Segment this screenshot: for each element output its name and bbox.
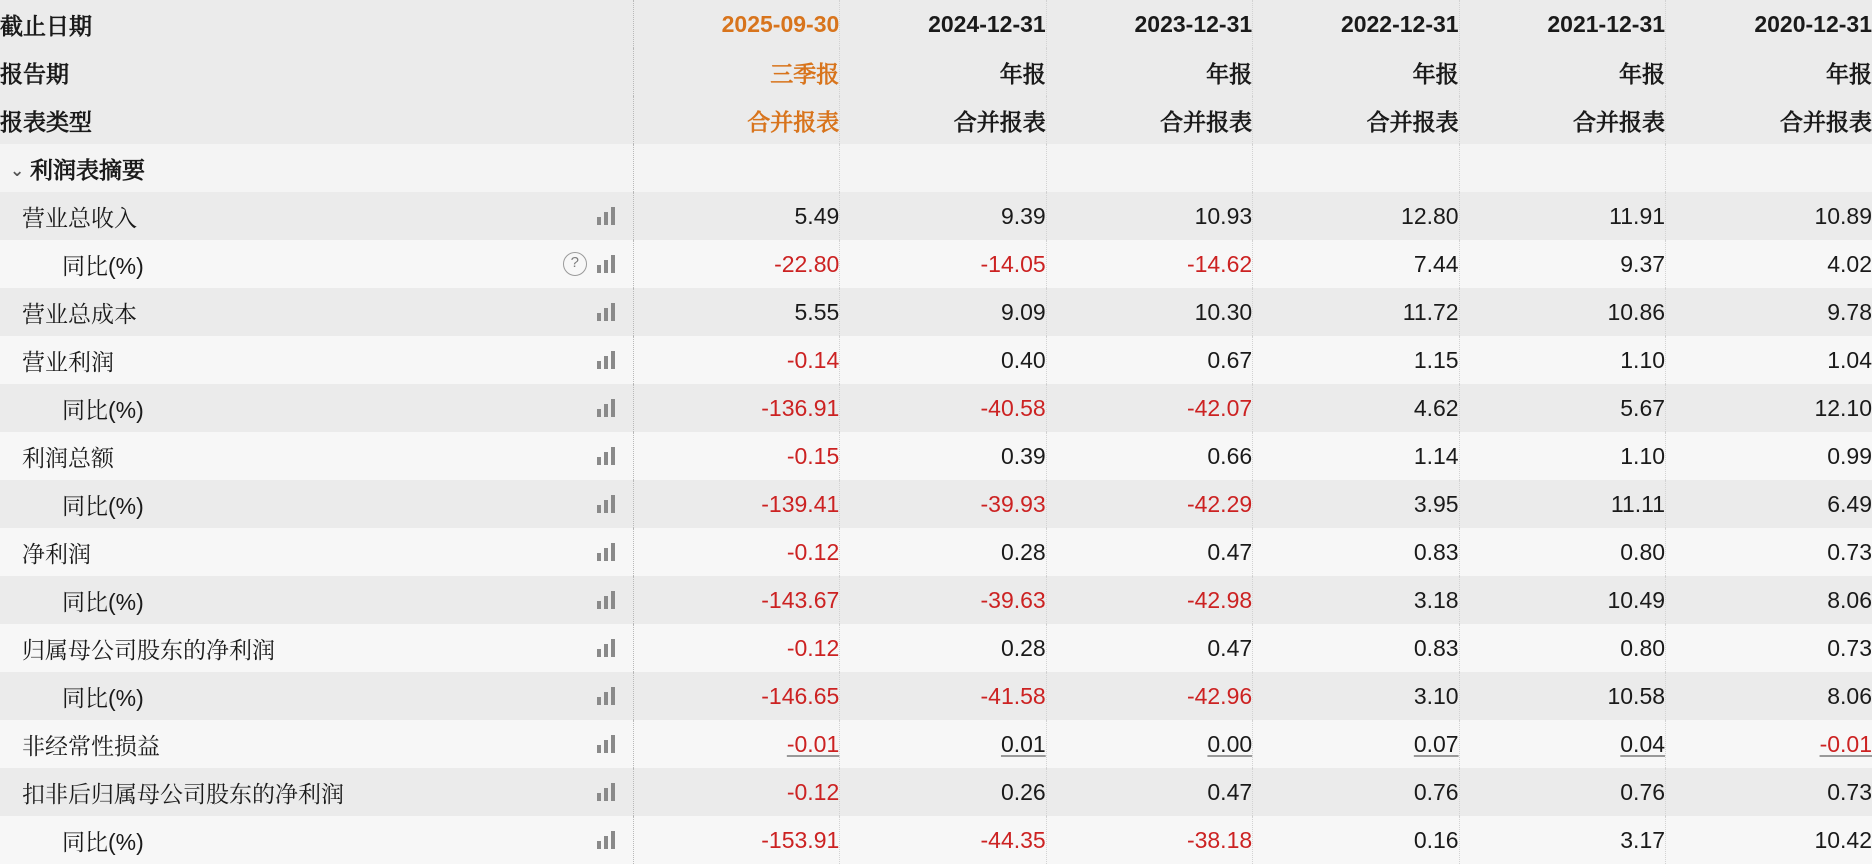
section-title: 利润表摘要 — [30, 156, 145, 183]
bar-chart-icon[interactable] — [597, 591, 617, 609]
data-cell — [1253, 336, 1459, 384]
header-label: 报表类型 — [0, 96, 633, 144]
data-cell — [840, 240, 1046, 288]
data-value: 6.49 — [1827, 490, 1872, 517]
table-row — [0, 480, 1872, 528]
data-value: 5.49 — [794, 202, 840, 229]
section-empty-cell — [1459, 144, 1665, 192]
data-cell — [840, 192, 1046, 240]
data-cell — [840, 336, 1046, 384]
data-value: 10.30 — [1194, 298, 1253, 325]
data-cell — [1666, 336, 1872, 384]
data-cell — [1046, 576, 1252, 624]
data-cell — [1459, 672, 1665, 720]
data-value: 12.10 — [1814, 394, 1872, 421]
bar-chart-icon[interactable] — [597, 543, 617, 561]
data-cell — [633, 432, 839, 480]
data-cell — [1459, 336, 1665, 384]
data-value: 0.40 — [1000, 346, 1046, 373]
row-label: 营业总收入 — [22, 204, 137, 231]
row-label: 同比(%) — [62, 828, 144, 855]
data-cell — [1459, 768, 1665, 816]
header-cell[interactable]: 2024-12-31 — [840, 0, 1046, 48]
bar-chart-icon[interactable] — [597, 255, 617, 273]
row-label-cell[interactable] — [0, 240, 633, 288]
row-icons — [597, 831, 633, 849]
data-value: 0.39 — [1000, 442, 1046, 469]
data-value: 0.73 — [1827, 634, 1872, 661]
data-value: -0.14 — [786, 346, 840, 373]
row-label: 同比(%) — [62, 396, 144, 423]
header-cell[interactable]: 年报 — [1046, 48, 1252, 96]
data-cell — [1666, 576, 1872, 624]
row-label: 营业利润 — [22, 348, 114, 375]
table-row — [0, 384, 1872, 432]
data-value: -39.93 — [980, 490, 1046, 517]
data-value: 0.16 — [1413, 826, 1459, 853]
data-cell — [1666, 288, 1872, 336]
data-cell — [633, 288, 839, 336]
section-row[interactable] — [0, 144, 1872, 192]
section-empty-cell — [1666, 144, 1872, 192]
data-value: -0.12 — [786, 778, 840, 805]
row-label-cell[interactable] — [0, 576, 633, 624]
data-cell — [1666, 480, 1872, 528]
data-value: -0.12 — [786, 634, 840, 661]
row-label-cell[interactable] — [0, 528, 633, 576]
table-row — [0, 192, 1872, 240]
data-cell — [1046, 336, 1252, 384]
row-label: 同比(%) — [62, 588, 144, 615]
data-cell — [1253, 576, 1459, 624]
row-label-cell[interactable] — [0, 288, 633, 336]
table-row — [0, 720, 1872, 768]
header-cell[interactable]: 2022-12-31 — [1253, 0, 1459, 48]
row-label-cell[interactable] — [0, 432, 633, 480]
data-cell — [840, 720, 1046, 768]
data-value: 0.04 — [1620, 730, 1666, 757]
header-cell[interactable]: 合并报表 — [1459, 96, 1665, 144]
data-value: 0.26 — [1000, 778, 1046, 805]
data-value: -44.35 — [980, 826, 1046, 853]
section-empty-cell — [1253, 144, 1459, 192]
data-cell — [633, 624, 839, 672]
table-row — [0, 816, 1872, 864]
row-label-cell[interactable] — [0, 816, 633, 864]
data-cell — [1459, 624, 1665, 672]
data-value: 10.58 — [1607, 682, 1666, 709]
data-cell — [633, 816, 839, 864]
data-value: -143.67 — [761, 586, 840, 613]
data-cell — [840, 384, 1046, 432]
data-value: 0.47 — [1207, 538, 1253, 565]
row-icons — [563, 252, 633, 276]
data-value: -41.58 — [980, 682, 1046, 709]
data-value: -42.29 — [1186, 490, 1253, 517]
data-cell — [1459, 384, 1665, 432]
data-value: 5.67 — [1620, 394, 1666, 421]
header-cell[interactable]: 合并报表 — [1046, 96, 1252, 144]
data-value: 0.28 — [1000, 538, 1046, 565]
data-value: 4.62 — [1413, 394, 1459, 421]
data-value: -14.05 — [980, 250, 1046, 277]
bar-chart-icon[interactable] — [597, 639, 617, 657]
data-value: 0.99 — [1827, 442, 1872, 469]
row-label: 同比(%) — [62, 684, 144, 711]
header-cell[interactable]: 合并报表 — [633, 96, 839, 144]
header-cell[interactable]: 年报 — [840, 48, 1046, 96]
data-value: 1.10 — [1620, 442, 1666, 469]
data-cell — [1459, 192, 1665, 240]
bar-chart-icon[interactable] — [597, 735, 617, 753]
data-value: -22.80 — [774, 250, 840, 277]
row-label: 非经常性损益 — [22, 732, 160, 759]
row-label-cell[interactable] — [0, 720, 633, 768]
data-cell — [1253, 432, 1459, 480]
data-value: 11.11 — [1610, 490, 1666, 517]
data-value: 1.15 — [1413, 346, 1459, 373]
data-cell — [1253, 192, 1459, 240]
bar-chart-icon[interactable] — [597, 351, 617, 369]
data-value: 0.73 — [1827, 538, 1872, 565]
data-value: -0.15 — [786, 442, 840, 469]
data-cell — [633, 720, 839, 768]
row-icons — [597, 591, 633, 609]
data-cell — [1459, 432, 1665, 480]
section-empty-cell — [840, 144, 1046, 192]
row-icons — [597, 495, 633, 513]
data-value: 0.28 — [1000, 634, 1046, 661]
data-cell — [1666, 432, 1872, 480]
data-value: 0.76 — [1620, 778, 1666, 805]
data-cell — [1046, 480, 1252, 528]
table-row — [0, 432, 1872, 480]
data-value: 3.17 — [1620, 826, 1666, 853]
data-cell — [1046, 816, 1252, 864]
row-icons — [597, 447, 633, 465]
data-cell — [1459, 480, 1665, 528]
row-label-cell[interactable] — [0, 672, 633, 720]
table-row — [0, 336, 1872, 384]
data-cell — [1046, 192, 1252, 240]
data-cell — [840, 288, 1046, 336]
section-empty-cell — [633, 144, 839, 192]
data-value: 4.02 — [1827, 250, 1872, 277]
row-label: 净利润 — [22, 540, 91, 567]
data-cell — [840, 768, 1046, 816]
data-value: 0.67 — [1207, 346, 1253, 373]
data-value: -0.01 — [786, 730, 840, 757]
data-value: 5.55 — [794, 298, 840, 325]
data-cell — [1666, 528, 1872, 576]
data-value: -153.91 — [761, 826, 840, 853]
data-cell — [840, 672, 1046, 720]
data-cell — [840, 816, 1046, 864]
row-icons — [597, 543, 633, 561]
header-cell[interactable]: 2023-12-31 — [1046, 0, 1252, 48]
data-value: 1.10 — [1620, 346, 1666, 373]
data-cell — [1046, 672, 1252, 720]
data-value: 11.72 — [1402, 298, 1459, 325]
data-cell — [1253, 720, 1459, 768]
row-label: 同比(%) — [62, 492, 144, 519]
data-cell — [1046, 288, 1252, 336]
table-row — [0, 624, 1872, 672]
data-cell — [1459, 576, 1665, 624]
data-value: 0.00 — [1207, 730, 1253, 757]
row-icons — [597, 303, 633, 321]
data-cell — [633, 192, 839, 240]
data-value: 12.80 — [1401, 202, 1459, 229]
data-cell — [1253, 528, 1459, 576]
data-value: 0.47 — [1207, 634, 1253, 661]
bar-chart-icon[interactable] — [597, 303, 617, 321]
header-cell[interactable]: 2021-12-31 — [1459, 0, 1665, 48]
data-cell — [1666, 672, 1872, 720]
data-cell — [1459, 816, 1665, 864]
data-cell — [840, 624, 1046, 672]
row-icons — [597, 735, 633, 753]
data-cell — [1253, 288, 1459, 336]
data-value: 10.89 — [1814, 202, 1872, 229]
row-label: 同比(%) — [62, 252, 144, 279]
data-value: 3.95 — [1413, 490, 1459, 517]
data-value: 1.14 — [1413, 442, 1459, 469]
row-icons — [597, 783, 633, 801]
data-value: 9.39 — [1000, 202, 1046, 229]
data-cell — [633, 672, 839, 720]
header-cell[interactable]: 三季报 — [633, 48, 839, 96]
data-value: 0.83 — [1413, 634, 1459, 661]
row-label-cell[interactable] — [0, 384, 633, 432]
header-cell[interactable]: 年报 — [1253, 48, 1459, 96]
table-row — [0, 288, 1872, 336]
data-value: -0.12 — [786, 538, 840, 565]
row-label: 扣非后归属母公司股东的净利润 — [22, 780, 344, 807]
data-cell — [1666, 768, 1872, 816]
data-cell — [1666, 240, 1872, 288]
data-value: -42.98 — [1186, 586, 1253, 613]
data-cell — [633, 240, 839, 288]
data-cell — [633, 576, 839, 624]
data-cell — [1046, 432, 1252, 480]
data-value: 7.44 — [1413, 250, 1459, 277]
data-value: 0.01 — [1000, 730, 1046, 757]
row-label: 营业总成本 — [22, 300, 137, 327]
data-value: -0.01 — [1819, 730, 1872, 757]
data-cell — [633, 528, 839, 576]
data-cell — [1459, 720, 1665, 768]
data-cell — [1666, 720, 1872, 768]
data-cell — [1046, 384, 1252, 432]
data-cell — [633, 480, 839, 528]
header-cell[interactable]: 年报 — [1666, 48, 1872, 96]
data-cell — [1459, 240, 1665, 288]
row-label-cell[interactable] — [0, 624, 633, 672]
data-cell — [633, 768, 839, 816]
data-value: 0.76 — [1413, 778, 1459, 805]
row-icons — [597, 351, 633, 369]
data-value: 0.83 — [1413, 538, 1459, 565]
table-row — [0, 576, 1872, 624]
data-value: 10.49 — [1607, 586, 1666, 613]
header-cell[interactable]: 合并报表 — [1253, 96, 1459, 144]
help-icon[interactable]: ? — [563, 252, 587, 276]
table-header-row — [0, 48, 1872, 96]
data-cell — [1253, 768, 1459, 816]
header-cell[interactable]: 合并报表 — [840, 96, 1046, 144]
data-cell — [1459, 528, 1665, 576]
data-value: 10.93 — [1194, 202, 1253, 229]
table-row — [0, 528, 1872, 576]
bar-chart-icon[interactable] — [597, 399, 617, 417]
data-value: 0.73 — [1827, 778, 1872, 805]
data-value: 0.47 — [1207, 778, 1253, 805]
data-cell — [1046, 240, 1252, 288]
data-value: 3.18 — [1413, 586, 1459, 613]
table-header-row — [0, 96, 1872, 144]
data-cell — [1253, 384, 1459, 432]
data-value: 0.07 — [1413, 730, 1459, 757]
data-cell — [840, 480, 1046, 528]
data-value: 0.66 — [1207, 442, 1253, 469]
data-value: 10.86 — [1607, 298, 1666, 325]
data-cell — [1253, 672, 1459, 720]
data-value: 0.80 — [1620, 538, 1666, 565]
data-value: -42.07 — [1186, 394, 1253, 421]
header-label: 截止日期 — [0, 0, 633, 48]
data-value: 9.37 — [1620, 250, 1666, 277]
bar-chart-icon[interactable] — [597, 495, 617, 513]
row-icons — [597, 399, 633, 417]
data-value: -38.18 — [1186, 826, 1253, 853]
data-value: 10.42 — [1814, 826, 1872, 853]
data-cell — [633, 384, 839, 432]
data-cell — [1253, 816, 1459, 864]
data-value: -146.65 — [761, 682, 840, 709]
data-value: -39.63 — [980, 586, 1046, 613]
row-label-cell[interactable] — [0, 480, 633, 528]
row-label-cell[interactable] — [0, 336, 633, 384]
data-cell — [1046, 720, 1252, 768]
data-value: -42.96 — [1186, 682, 1253, 709]
row-icons — [597, 639, 633, 657]
header-cell[interactable]: 2020-12-31 — [1666, 0, 1872, 48]
row-label-cell[interactable] — [0, 192, 633, 240]
data-value: 8.06 — [1827, 682, 1872, 709]
data-value: 11.91 — [1609, 202, 1666, 229]
bar-chart-icon[interactable] — [597, 831, 617, 849]
table-row — [0, 240, 1872, 288]
data-cell — [633, 336, 839, 384]
table-header-row — [0, 0, 1872, 48]
data-cell — [1666, 624, 1872, 672]
data-value: 1.04 — [1827, 346, 1872, 373]
data-value: -139.41 — [761, 490, 840, 517]
data-cell — [1253, 624, 1459, 672]
row-label: 归属母公司股东的净利润 — [22, 636, 275, 663]
data-cell — [1253, 480, 1459, 528]
section-header[interactable] — [0, 144, 633, 192]
row-label-cell[interactable] — [0, 768, 633, 816]
table-row — [0, 768, 1872, 816]
data-cell — [1046, 624, 1252, 672]
data-cell — [1459, 288, 1665, 336]
row-icons — [597, 207, 633, 225]
data-value: 0.80 — [1620, 634, 1666, 661]
data-cell — [840, 432, 1046, 480]
data-cell — [1666, 816, 1872, 864]
data-cell — [1046, 768, 1252, 816]
table-row — [0, 672, 1872, 720]
data-value: 8.06 — [1827, 586, 1872, 613]
row-label: 利润总额 — [22, 444, 114, 471]
data-cell — [840, 528, 1046, 576]
data-value: -14.62 — [1186, 250, 1253, 277]
bar-chart-icon[interactable] — [597, 447, 617, 465]
bar-chart-icon[interactable] — [597, 687, 617, 705]
data-cell — [1046, 528, 1252, 576]
data-value: 3.10 — [1413, 682, 1459, 709]
row-icons — [597, 687, 633, 705]
data-cell — [1666, 192, 1872, 240]
data-cell — [1666, 384, 1872, 432]
header-label: 报告期 — [0, 48, 633, 96]
data-cell — [1253, 240, 1459, 288]
chevron-down-icon[interactable]: ⌄ — [10, 160, 25, 180]
header-cell[interactable]: 2025-09-30 — [633, 0, 839, 48]
header-cell[interactable]: 合并报表 — [1666, 96, 1872, 144]
data-value: -136.91 — [761, 394, 840, 421]
header-cell[interactable]: 年报 — [1459, 48, 1665, 96]
data-cell — [840, 576, 1046, 624]
data-value: 9.09 — [1000, 298, 1046, 325]
bar-chart-icon[interactable] — [597, 207, 617, 225]
data-value: 9.78 — [1827, 298, 1872, 325]
bar-chart-icon[interactable] — [597, 783, 617, 801]
section-empty-cell — [1046, 144, 1252, 192]
data-value: -40.58 — [980, 394, 1046, 421]
